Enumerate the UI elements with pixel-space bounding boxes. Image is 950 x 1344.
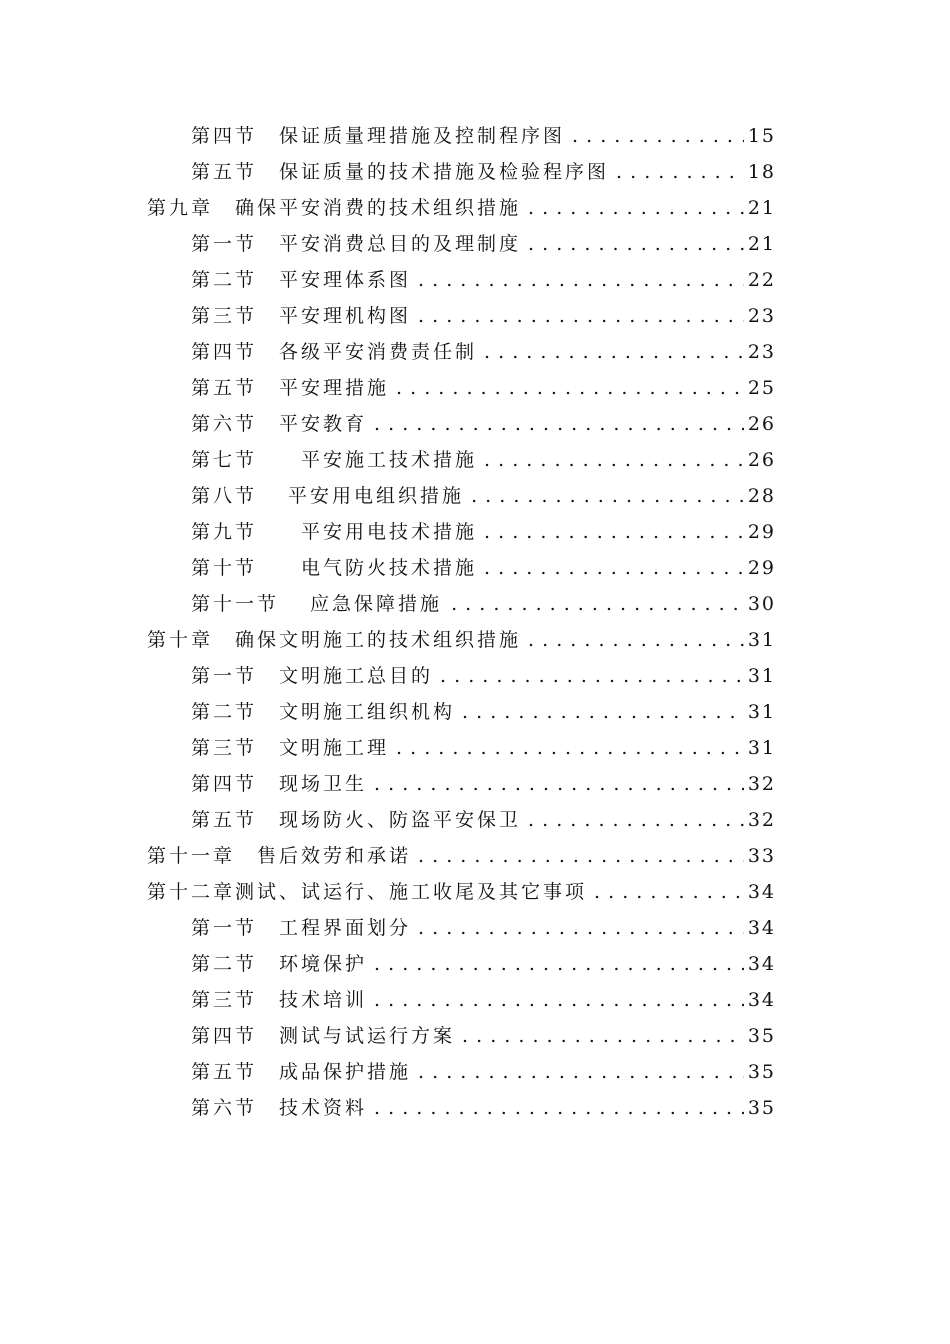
toc-entry-title: 第二节 环境保护 . . . (191, 946, 774, 982)
toc-entry-title: 第九章 确保平安消费的技术组织措施 . . . (147, 190, 774, 226)
toc-entry[interactable] (0, 586, 950, 622)
toc-entry[interactable] (0, 874, 950, 910)
toc-entry-page: 21 (744, 226, 776, 262)
toc-entry-page: 31 (744, 658, 776, 694)
toc-entry-page: 31 (744, 622, 776, 658)
toc-entry[interactable] (0, 838, 950, 874)
toc-entry-page: 22 (744, 262, 776, 298)
toc-entry-title: 第三节 技术培训 . . . (191, 982, 774, 1018)
toc-entry[interactable] (0, 226, 950, 262)
toc-entry-page: 34 (744, 982, 776, 1018)
toc-entry-page: 15 (744, 118, 776, 154)
toc-entry-title: 第二节 平安理体系图 . . . (191, 262, 774, 298)
toc-entry[interactable] (0, 802, 950, 838)
toc-entry-page: 23 (744, 334, 776, 370)
toc-entry-page: 31 (744, 730, 776, 766)
toc-entry-title: 第三节 平安理机构图 . . . (191, 298, 774, 334)
toc-entry[interactable] (0, 334, 950, 370)
toc-entry[interactable] (0, 730, 950, 766)
toc-entry-page: 32 (744, 766, 776, 802)
toc-entry-title: 第五节 平安理措施 . . . (191, 370, 774, 406)
toc-entry[interactable] (0, 982, 950, 1018)
toc-entry-title: 第八节 平安用电组织措施 . . . (191, 478, 774, 514)
toc-entry-title: 第四节 保证质量理措施及控制程序图 . . . (191, 118, 774, 154)
toc-entry-page: 26 (744, 406, 776, 442)
toc-entry-page: 35 (744, 1018, 776, 1054)
toc-entry-title: 第一节 文明施工总目的 . . . (191, 658, 774, 694)
toc-entry[interactable] (0, 1054, 950, 1090)
toc-entry[interactable] (0, 622, 950, 658)
toc-entry-title: 第四节 现场卫生 . . . (191, 766, 774, 802)
toc-entry[interactable] (0, 478, 950, 514)
toc-entry-page: 35 (744, 1090, 776, 1126)
toc-entry-page: 23 (744, 298, 776, 334)
toc-entry-title: 第十一节 应急保障措施 . . . (191, 586, 774, 622)
toc-entry-title: 第四节 各级平安消费责任制 . . . (191, 334, 774, 370)
toc-entry-page: 25 (744, 370, 776, 406)
toc-entry-title: 第一节 平安消费总目的及理制度 . . . (191, 226, 774, 262)
toc-entry[interactable] (0, 442, 950, 478)
toc-entry[interactable] (0, 514, 950, 550)
toc-entry[interactable] (0, 262, 950, 298)
toc-entry-page: 33 (744, 838, 776, 874)
toc-entry[interactable] (0, 298, 950, 334)
toc-entry-title: 第四节 测试与试运行方案 . . . (191, 1018, 774, 1054)
toc-entry-title: 第五节 保证质量的技术措施及检验程序图 . . . (191, 154, 774, 190)
toc-entry-page: 34 (744, 910, 776, 946)
toc-entry[interactable] (0, 190, 950, 226)
toc-entry-title: 第十节 电气防火技术措施 . . . (191, 550, 774, 586)
toc-entry-title: 第六节 技术资料 . . . (191, 1090, 774, 1126)
toc-entry-title: 第三节 文明施工理 . . . (191, 730, 774, 766)
toc-entry-title: 第五节 成品保护措施 . . . (191, 1054, 774, 1090)
toc-entry[interactable] (0, 118, 950, 154)
toc-entry[interactable] (0, 946, 950, 982)
toc-entry-page: 32 (744, 802, 776, 838)
toc-entry-title: 第七节 平安施工技术措施 . . . (191, 442, 774, 478)
toc-entry[interactable] (0, 910, 950, 946)
toc-entry[interactable] (0, 1090, 950, 1126)
toc-entry-title: 第十章 确保文明施工的技术组织措施 . . . (147, 622, 774, 658)
toc-entry[interactable] (0, 658, 950, 694)
toc-entry-page: 31 (744, 694, 776, 730)
toc-entry[interactable] (0, 694, 950, 730)
toc-entry-title: 第一节 工程界面划分 . . . (191, 910, 774, 946)
toc-entry[interactable] (0, 370, 950, 406)
toc-entry-page: 34 (744, 874, 776, 910)
toc-entry-page: 35 (744, 1054, 776, 1090)
toc-entry-title: 第二节 文明施工组织机构 . . . (191, 694, 774, 730)
toc-entry-page: 18 (744, 154, 776, 190)
toc-entry-page: 28 (744, 478, 776, 514)
toc-entry-title: 第九节 平安用电技术措施 . . . (191, 514, 774, 550)
toc-entry-page: 29 (744, 514, 776, 550)
toc-entry-page: 30 (744, 586, 776, 622)
toc-entry-title: 第十二章测试、试运行、施工收尾及其它事项 . . . (147, 874, 774, 910)
toc-entry[interactable] (0, 766, 950, 802)
toc-entry[interactable] (0, 406, 950, 442)
toc-entry-page: 26 (744, 442, 776, 478)
toc-entry[interactable] (0, 154, 950, 190)
toc-entry-page: 29 (744, 550, 776, 586)
table-of-contents (0, 118, 950, 1126)
toc-entry-title: 第十一章 售后效劳和承诺 . . . (147, 838, 774, 874)
toc-entry-title: 第五节 现场防火、防盗平安保卫 . . . (191, 802, 774, 838)
toc-entry[interactable] (0, 550, 950, 586)
toc-entry[interactable] (0, 1018, 950, 1054)
toc-entry-page: 21 (744, 190, 776, 226)
toc-entry-page: 34 (744, 946, 776, 982)
toc-entry-title: 第六节 平安教育 . . . (191, 406, 774, 442)
